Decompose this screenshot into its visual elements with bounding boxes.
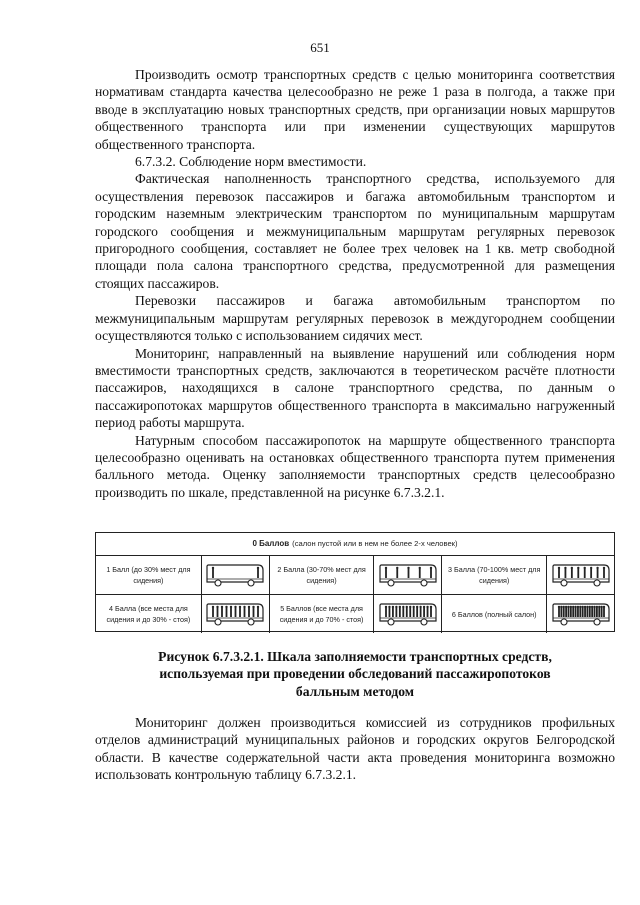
passenger-head bbox=[430, 606, 432, 608]
passenger-head bbox=[409, 606, 411, 608]
passenger-head bbox=[583, 567, 585, 569]
page-number: 651 bbox=[310, 40, 330, 55]
passenger-head bbox=[598, 606, 600, 608]
scale-label-2: 2 Балла (30-70% мест для сидения) bbox=[269, 556, 374, 594]
passenger-figure bbox=[420, 608, 422, 617]
passenger-figure bbox=[239, 608, 241, 617]
passenger-head bbox=[217, 606, 219, 608]
scale-row-1 bbox=[96, 556, 614, 594]
passenger-figure bbox=[235, 608, 237, 617]
bus-wheel bbox=[215, 580, 221, 586]
scale-zero-description: (салон пустой или в нем не более 2-х человек) bbox=[292, 539, 458, 548]
passenger-head bbox=[418, 567, 420, 569]
passenger-head bbox=[253, 606, 255, 608]
caption-line-1: Рисунок 6.7.3.2.1. Шкала заполняемости транспортных средств, bbox=[158, 649, 552, 664]
passenger-figure bbox=[583, 569, 585, 578]
passenger-head bbox=[562, 606, 564, 608]
passenger-head bbox=[235, 606, 237, 608]
passenger-figure bbox=[419, 569, 421, 578]
passenger-head bbox=[596, 567, 598, 569]
passenger-figure bbox=[212, 608, 214, 617]
passenger-head bbox=[557, 606, 559, 608]
passenger-head bbox=[564, 567, 566, 569]
passenger-figure bbox=[399, 608, 401, 617]
passenger-figure bbox=[392, 608, 394, 617]
passenger-figure bbox=[564, 569, 566, 578]
passenger-head bbox=[602, 606, 604, 608]
passenger-figure bbox=[562, 608, 564, 617]
passenger-head bbox=[399, 606, 401, 608]
passenger-head bbox=[426, 606, 428, 608]
passenger-figure bbox=[567, 608, 569, 617]
bus-wheel bbox=[561, 619, 567, 625]
passenger-figure bbox=[416, 608, 418, 617]
passenger-head bbox=[589, 567, 591, 569]
passenger-figure bbox=[560, 608, 562, 617]
bus-wheel bbox=[594, 580, 600, 586]
passenger-figure bbox=[558, 608, 560, 617]
passenger-head bbox=[385, 567, 387, 569]
passenger-figure bbox=[385, 608, 387, 617]
passenger-figure bbox=[253, 608, 255, 617]
passenger-head bbox=[570, 567, 572, 569]
passenger-head bbox=[395, 606, 397, 608]
scale-label-4: 4 Балла (все места для сидения и до 30% - стоя) bbox=[106, 604, 191, 624]
passenger-head bbox=[212, 567, 214, 569]
passenger-figure bbox=[413, 608, 415, 617]
passenger-figure bbox=[212, 569, 214, 578]
passenger-figure bbox=[430, 608, 432, 617]
bus-wheel bbox=[388, 580, 394, 586]
passenger-head bbox=[230, 606, 232, 608]
passenger-figure bbox=[226, 608, 228, 617]
bus-icon-1 bbox=[201, 556, 269, 594]
passenger-figure bbox=[230, 608, 232, 617]
passenger-figure bbox=[598, 608, 600, 617]
body-text-bottom bbox=[95, 714, 615, 784]
passenger-figure bbox=[406, 608, 408, 617]
caption-line-2: используемая при проведении обследований пассажиропотоков bbox=[159, 666, 551, 682]
passenger-head bbox=[595, 606, 597, 608]
passenger-head bbox=[405, 606, 407, 608]
bus-icon-2 bbox=[373, 556, 441, 594]
passenger-head bbox=[579, 606, 581, 608]
passenger-figure bbox=[248, 608, 250, 617]
paragraph-inspection: Производить осмотр транспортных средств с целью мониторинга соответствия нормативам стандарта качества целесообразно не реже 1 раза в полгода, а также при вводе в эксплуатацию новых транспортных средств, при организации новых маршрутов общественного транспорта или при изменении существующих маршрутов общественного транспорта. bbox=[95, 67, 615, 152]
body-text-top bbox=[95, 66, 615, 501]
passenger-figure bbox=[577, 569, 579, 578]
passenger-figure bbox=[395, 608, 397, 617]
passenger-figure bbox=[558, 569, 560, 578]
passenger-head bbox=[576, 606, 578, 608]
bus-wheel bbox=[421, 580, 427, 586]
passenger-head bbox=[257, 606, 259, 608]
section-heading-capacity: 6.7.3.2. Соблюдение норм вместимости. bbox=[135, 154, 367, 170]
bus-icon-6 bbox=[546, 595, 614, 633]
bus-icon-3 bbox=[546, 556, 614, 594]
passenger-figure bbox=[396, 569, 398, 578]
scale-zero-score: 0 Баллов bbox=[252, 539, 290, 548]
scale-label-1: 1 Балл (до 30% мест для сидения) bbox=[106, 565, 191, 585]
passenger-head bbox=[564, 606, 566, 608]
passenger-figure bbox=[423, 608, 425, 617]
passenger-head bbox=[407, 567, 409, 569]
passenger-figure bbox=[221, 608, 223, 617]
passenger-figure bbox=[217, 608, 219, 617]
passenger-figure bbox=[586, 608, 588, 617]
passenger-figure bbox=[409, 608, 411, 617]
passenger-head bbox=[239, 606, 241, 608]
passenger-head bbox=[581, 606, 583, 608]
passenger-figure bbox=[569, 608, 571, 617]
bus-wheel bbox=[421, 619, 427, 625]
passenger-head bbox=[226, 606, 228, 608]
scale-row-2 bbox=[96, 594, 614, 633]
passenger-figure bbox=[591, 608, 593, 617]
passenger-head bbox=[257, 567, 259, 569]
passenger-figure bbox=[590, 569, 592, 578]
passenger-figure bbox=[257, 608, 259, 617]
bus-body bbox=[207, 565, 263, 582]
passenger-head bbox=[588, 606, 590, 608]
bus-icon-4 bbox=[201, 595, 269, 633]
passenger-head bbox=[385, 606, 387, 608]
passenger-figure bbox=[596, 569, 598, 578]
paragraph-intercity: Перевозки пассажиров и багажа автомобильным транспортом по межмуниципальным маршрутам регулярных перевозок в междугороднем сообщении осуществляются только с использованием сидячих мест. bbox=[95, 293, 615, 344]
bus-wheel bbox=[248, 619, 254, 625]
passenger-figure bbox=[407, 569, 409, 578]
passenger-head bbox=[586, 606, 588, 608]
scale-label-6: 6 Баллов (полный салон) bbox=[441, 595, 546, 633]
passenger-head bbox=[593, 606, 595, 608]
paragraph-commission: Мониторинг должен производиться комиссией из сотрудников профильных отделов администраций муниципальных районов и городских округов Белгородской области. В качестве содержательной части акта проведения мониторинга возможно использовать контрольную таблицу 6.7.3.2.1. bbox=[95, 715, 615, 783]
paragraph-field-method: Натурным способом пассажиропоток на маршруте общественного транспорта целесообразно оценивать на остановках общественного транспорта путем применения балльного метода. Оценку заполняемости транспортных средств целесообразно производить по шкале, представленной на рисунке 6.7.3.2.1. bbox=[95, 432, 615, 500]
paragraph-monitoring: Мониторинг, направленный на выявление нарушений или соблюдения норм вместимости транспортных средств, заключаются в теоретическом расчёте плотности пассажиров, находящихся в салоне транспортного средства, по данным о пассажиропотоках маршрутов общественного транспорта в максимально нагруженный период работы маршрута. bbox=[95, 345, 615, 431]
scale-header bbox=[96, 533, 614, 556]
passenger-head bbox=[600, 606, 602, 608]
passenger-figure bbox=[402, 608, 404, 617]
bus-wheel bbox=[215, 619, 221, 625]
passenger-head bbox=[423, 606, 425, 608]
bus-wheel bbox=[561, 580, 567, 586]
passenger-figure bbox=[565, 608, 567, 617]
passenger-figure bbox=[244, 608, 246, 617]
passenger-head bbox=[583, 606, 585, 608]
passenger-figure bbox=[593, 608, 595, 617]
figure-caption bbox=[95, 648, 615, 700]
passenger-head bbox=[602, 567, 604, 569]
passenger-figure bbox=[600, 608, 602, 617]
passenger-figure bbox=[581, 608, 583, 617]
passenger-figure bbox=[574, 608, 576, 617]
passenger-figure bbox=[579, 608, 581, 617]
passenger-head bbox=[248, 606, 250, 608]
passenger-figure bbox=[603, 569, 605, 578]
bus-icon-5 bbox=[373, 595, 441, 633]
scale-label-3: 3 Балла (70-100% мест для сидения) bbox=[441, 556, 546, 594]
passenger-figure bbox=[588, 608, 590, 617]
bus-wheel bbox=[388, 619, 394, 625]
passenger-head bbox=[569, 606, 571, 608]
passenger-head bbox=[590, 606, 592, 608]
passenger-figure bbox=[584, 608, 586, 617]
passenger-figure bbox=[577, 608, 579, 617]
scale-label-5: 5 Баллов (все места для сидения и до 70% - стоя) bbox=[269, 595, 374, 633]
passenger-figure bbox=[430, 569, 432, 578]
bus-wheel bbox=[594, 619, 600, 625]
passenger-figure bbox=[427, 608, 429, 617]
passenger-figure bbox=[570, 569, 572, 578]
passenger-head bbox=[419, 606, 421, 608]
passenger-figure bbox=[385, 569, 387, 578]
passenger-figure bbox=[572, 608, 574, 617]
passenger-head bbox=[560, 606, 562, 608]
bus-body bbox=[553, 565, 609, 582]
passenger-figure bbox=[257, 569, 259, 578]
paragraph-occupancy: Фактическая наполненность транспортного средства, используемого для осуществления перевозок пассажиров и багажа автомобильным транспортом и городским наземным электрическим транспортом по муниципальным маршрутам городского сообщения и межмуниципальным маршрутам регулярных перевозок пригородного сообщения, составляет не более трех человек на 1 кв. метр свободной площади пола салона транспортного средства, предусмотренной для размещения стоящих пассажиров. bbox=[95, 171, 615, 291]
bus-wheel bbox=[248, 580, 254, 586]
passenger-figure bbox=[388, 608, 390, 617]
passenger-head bbox=[244, 606, 246, 608]
passenger-figure bbox=[603, 608, 605, 617]
passenger-head bbox=[572, 606, 574, 608]
passenger-head bbox=[212, 606, 214, 608]
passenger-head bbox=[416, 606, 418, 608]
passenger-figure bbox=[596, 608, 598, 617]
passenger-head bbox=[557, 567, 559, 569]
passenger-head bbox=[574, 606, 576, 608]
passenger-head bbox=[412, 606, 414, 608]
passenger-head bbox=[402, 606, 404, 608]
passenger-head bbox=[221, 606, 223, 608]
passenger-head bbox=[388, 606, 390, 608]
caption-line-3: балльным методом bbox=[295, 683, 415, 699]
passenger-head bbox=[577, 567, 579, 569]
passenger-head bbox=[430, 567, 432, 569]
passenger-head bbox=[392, 606, 394, 608]
passenger-head bbox=[567, 606, 569, 608]
occupancy-scale-figure bbox=[95, 532, 615, 632]
passenger-head bbox=[396, 567, 398, 569]
